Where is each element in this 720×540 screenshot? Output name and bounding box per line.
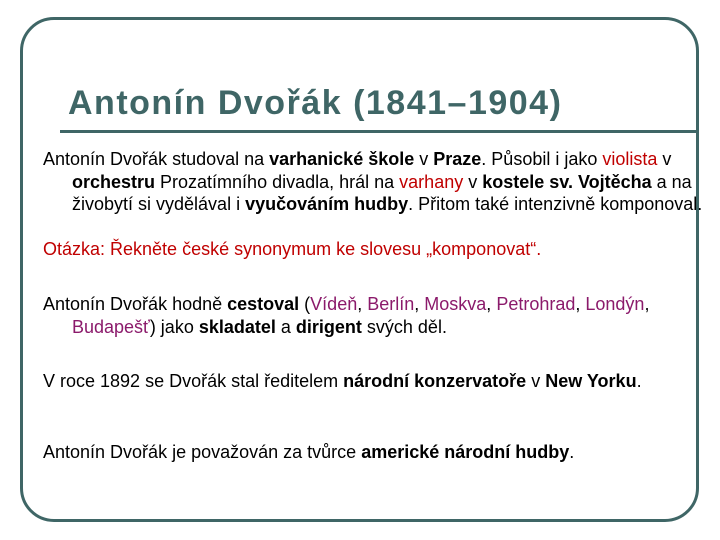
paragraph-legacy [43,441,712,464]
text: ) jako [149,316,199,337]
separator: , [644,294,650,314]
text: v [657,149,672,169]
keyword-violist: violista [602,149,658,169]
text: Prozatímního divadla, hrál na [155,171,400,192]
keyword-organ: varhany [399,171,464,192]
keyword-orchestra: orchestru [72,171,156,192]
keyword-american-music: americké národní hudby [361,442,570,462]
keyword-organ-school: varhanické škole [269,149,415,169]
slide-title: Antonín Dvořák (1841–1904) [68,84,563,122]
text: a na živobytí si vydělával i [72,171,692,214]
city-name: Berlín [367,294,415,314]
city-name: Petrohrad [496,294,576,314]
city-name: Londýn [585,294,645,314]
text: v [463,171,483,192]
text: a [275,316,296,337]
text: . [636,371,642,391]
paragraph-travels [43,293,712,338]
question-line: Otázka: Řekněte české synonymum ke slovesu „komponovat“. [43,239,542,259]
separator: , [575,294,586,314]
text: v [414,149,434,169]
text: . Přitom také intenzivně komponoval. [408,194,703,214]
city-name: Budapešť [72,316,150,337]
keyword-church: kostele sv. Vojtěcha [482,171,652,192]
keyword-composer: skladatel [198,316,276,337]
separator: , [414,294,425,314]
keyword-prague: Praze [433,149,482,169]
separator: , [486,294,497,314]
paragraph-new-york [43,370,712,393]
title-divider [60,130,696,133]
keyword-new-york: New Yorku [545,371,637,391]
keyword-conservatory: národní konzervatoře [343,371,527,391]
text: . Působil i jako [481,149,603,169]
text: . [569,442,575,462]
keyword-traveled: cestoval [227,294,300,314]
text: v [526,371,546,391]
separator: , [357,294,368,314]
keyword-conductor: dirigent [295,316,362,337]
text: Antonín Dvořák hodně [43,294,228,314]
text: Antonín Dvořák je považován za tvůrce [43,442,362,462]
text: Antonín Dvořák studoval na [43,149,270,169]
keyword-music-teaching: vyučováním hudby [245,194,409,214]
city-name: Moskva [424,294,487,314]
paragraph-studies [43,148,712,216]
city-name: Vídeň [310,294,358,314]
text: V roce 1892 se Dvořák stal ředitelem [43,371,344,391]
text: ( [299,294,311,314]
text: svých děl. [361,316,447,337]
